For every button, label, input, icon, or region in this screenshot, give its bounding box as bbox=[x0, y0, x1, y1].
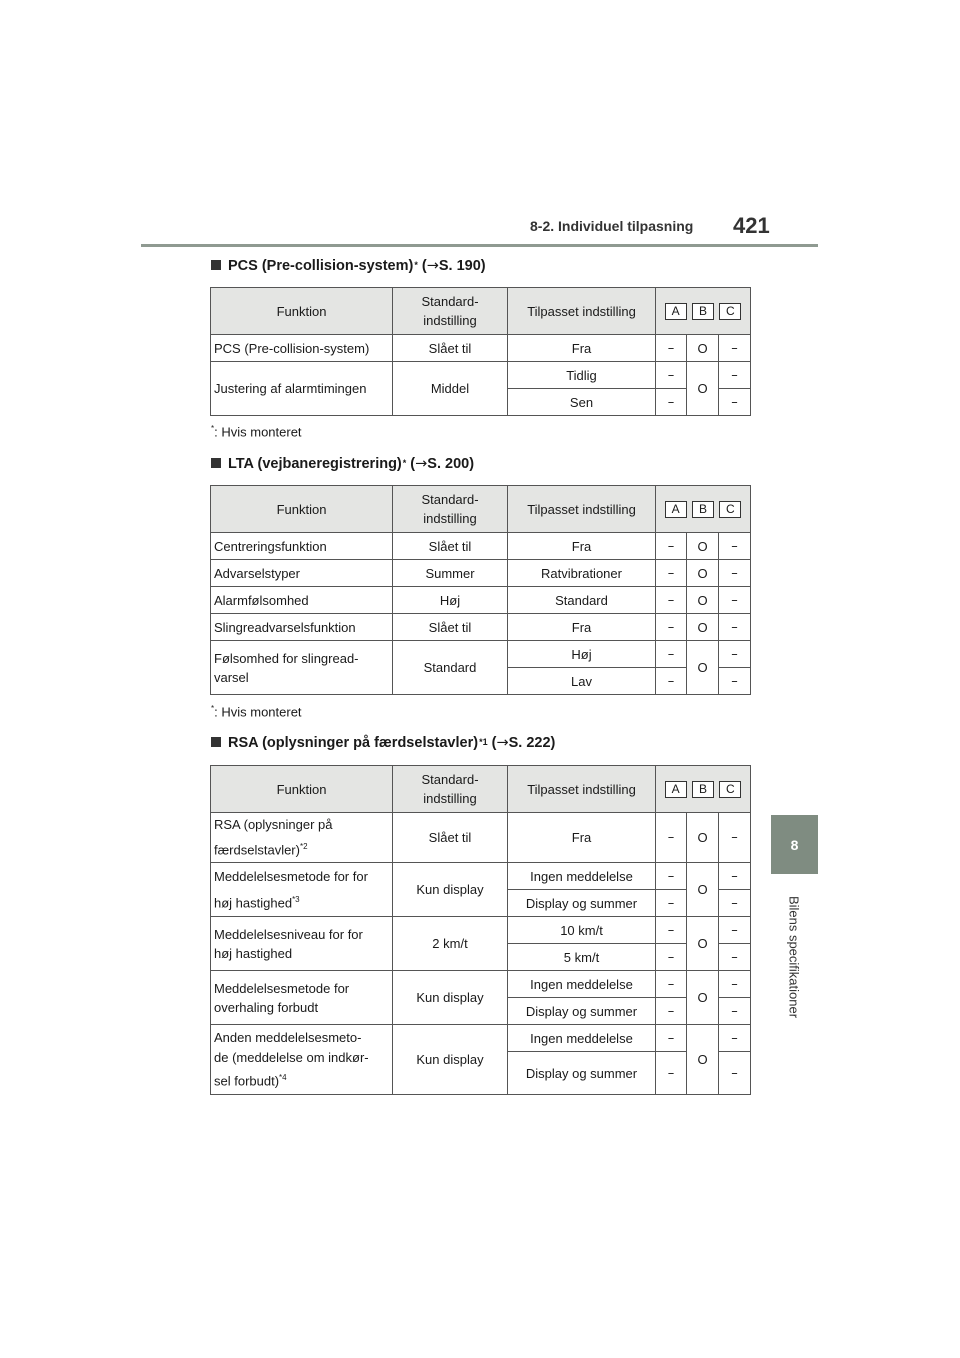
table-cell: – bbox=[656, 917, 687, 944]
table-cell: – bbox=[719, 1052, 751, 1095]
chapter-label: Bilens specifikationer bbox=[786, 895, 802, 1019]
cell-text: de (meddelelse om indkør- bbox=[214, 1049, 369, 1065]
table-cell: – bbox=[719, 641, 751, 668]
table-cell bbox=[656, 766, 751, 813]
table-cell: Ingen meddelelse bbox=[508, 1025, 656, 1052]
label-c: C bbox=[719, 501, 741, 518]
cell-text: *4 bbox=[279, 1072, 287, 1082]
label-b: B bbox=[692, 303, 714, 320]
pcs-footnote bbox=[211, 424, 302, 439]
rsa-heading: RSA (oplysninger på færdselstavler) $^{*1}$ ( → S. 222 ) bbox=[211, 735, 555, 751]
lta-title-sup: * bbox=[402, 458, 407, 468]
table-cell: Summer bbox=[393, 560, 508, 587]
table-cell: Lav bbox=[508, 668, 656, 695]
label-c: C bbox=[719, 303, 741, 320]
cell-text: Følsomhed for slingread- bbox=[214, 650, 359, 666]
table-cell bbox=[211, 971, 393, 1025]
table-cell: – bbox=[656, 863, 687, 890]
cell-text: Standard- bbox=[421, 492, 479, 507]
arrow-right-icon: → bbox=[496, 735, 509, 751]
cell-text: høj hastighed bbox=[214, 945, 293, 961]
table-cell: – bbox=[656, 668, 687, 695]
table-cell: – bbox=[656, 362, 687, 389]
table-cell: O bbox=[687, 813, 719, 863]
pcs-ref[interactable]: S. 190 bbox=[438, 258, 481, 274]
label-a: A bbox=[665, 303, 687, 320]
table-cell: Slået til bbox=[393, 335, 508, 362]
table-cell: Standard bbox=[508, 587, 656, 614]
table-cell: – bbox=[719, 998, 751, 1025]
table-cell: Ratvibrationer bbox=[508, 560, 656, 587]
cell-text: Meddelelsesmetode for for bbox=[214, 868, 368, 884]
table-cell: Fra bbox=[508, 533, 656, 560]
table-cell: O bbox=[687, 362, 719, 416]
table-cell: Display og summer bbox=[508, 890, 656, 917]
table-cell: – bbox=[656, 890, 687, 917]
table-header-row bbox=[211, 486, 751, 533]
table-row bbox=[211, 813, 751, 863]
cell-text: Anden meddelelsesmeto- bbox=[214, 1029, 362, 1045]
table-row bbox=[211, 335, 751, 362]
table-header-row bbox=[211, 766, 751, 813]
table-cell: O bbox=[687, 560, 719, 587]
lta-table bbox=[210, 485, 751, 695]
table-row bbox=[211, 614, 751, 641]
table-cell: – bbox=[719, 668, 751, 695]
table-cell: Centreringsfunktion bbox=[211, 533, 393, 560]
table-cell: – bbox=[719, 533, 751, 560]
table-row bbox=[211, 362, 751, 389]
cell-text: høj hastighed bbox=[214, 895, 293, 911]
table-cell: – bbox=[656, 971, 687, 998]
cell-text: Standard- bbox=[421, 772, 479, 787]
bullet-square-icon bbox=[211, 737, 221, 747]
table-cell: Slået til bbox=[393, 614, 508, 641]
cell-text: indstilling bbox=[423, 511, 477, 526]
page-number: 421 bbox=[733, 213, 770, 238]
table-cell: Advarselstyper bbox=[211, 560, 393, 587]
table-row bbox=[211, 533, 751, 560]
label-b: B bbox=[692, 501, 714, 518]
table-cell: Slået til bbox=[393, 533, 508, 560]
header-abc bbox=[656, 288, 751, 335]
table-cell: – bbox=[656, 944, 687, 971]
table-cell: – bbox=[656, 335, 687, 362]
pcs-title-sup: * bbox=[414, 260, 418, 270]
table-cell: 10 km/t bbox=[508, 917, 656, 944]
table-cell: O bbox=[687, 533, 719, 560]
header-standard bbox=[393, 288, 508, 335]
table-cell: Slingreadvarselsfunktion bbox=[211, 614, 393, 641]
table-cell: O bbox=[687, 971, 719, 1025]
chapter-tab[interactable] bbox=[771, 815, 818, 874]
lta-ref[interactable]: S. 200 bbox=[427, 456, 470, 472]
table-cell: O bbox=[687, 641, 719, 695]
label-c: C bbox=[719, 781, 741, 798]
table-cell bbox=[211, 1025, 393, 1095]
table-cell bbox=[393, 486, 508, 533]
table-row bbox=[211, 641, 751, 668]
table-cell bbox=[656, 486, 751, 533]
cell-text: overhaling forbudt bbox=[214, 999, 319, 1015]
cell-text: Meddelelsesmetode for bbox=[214, 980, 350, 996]
label-b: B bbox=[692, 781, 714, 798]
cell-text: Standard- bbox=[421, 294, 479, 309]
table-row bbox=[211, 587, 751, 614]
table-cell bbox=[393, 766, 508, 813]
table-cell: – bbox=[719, 917, 751, 944]
pcs-title: PCS (Pre-collision-system) bbox=[228, 258, 414, 274]
table-row bbox=[211, 863, 751, 890]
table-cell: Ingen meddelelse bbox=[508, 971, 656, 998]
table-cell: Display og summer bbox=[508, 998, 656, 1025]
table-cell: Ingen meddelelse bbox=[508, 863, 656, 890]
table-cell bbox=[211, 813, 393, 863]
table-cell: – bbox=[719, 1025, 751, 1052]
table-cell: O bbox=[687, 917, 719, 971]
table-cell: Tidlig bbox=[508, 362, 656, 389]
table-cell: – bbox=[656, 641, 687, 668]
table-cell: Kun display bbox=[393, 863, 508, 917]
table-cell: – bbox=[719, 971, 751, 998]
table-cell: O bbox=[687, 863, 719, 917]
cell-text: * bbox=[211, 424, 215, 433]
table-cell: Funktion bbox=[211, 766, 393, 813]
table-cell: – bbox=[656, 389, 687, 416]
table-cell: O bbox=[687, 335, 719, 362]
table-cell: – bbox=[719, 944, 751, 971]
table-header-row bbox=[211, 288, 751, 335]
table-cell bbox=[211, 917, 393, 971]
table-cell: – bbox=[719, 614, 751, 641]
table-cell: Display og summer bbox=[508, 1052, 656, 1095]
label-a: A bbox=[665, 501, 687, 518]
table-row bbox=[211, 1025, 751, 1052]
table-cell bbox=[211, 641, 393, 695]
table-cell: – bbox=[719, 362, 751, 389]
table-cell: – bbox=[719, 863, 751, 890]
table-cell: – bbox=[656, 587, 687, 614]
header-tilpasset: Tilpasset indstilling bbox=[508, 288, 656, 335]
table-cell: – bbox=[656, 1052, 687, 1095]
cell-text: sel forbudt) bbox=[214, 1073, 280, 1089]
pcs-heading: PCS (Pre-collision-system) * ( → S. 190 ) bbox=[211, 258, 486, 274]
table-cell: – bbox=[656, 813, 687, 863]
rsa-ref[interactable]: S. 222 bbox=[508, 735, 551, 751]
header-funktion: Funktion bbox=[211, 288, 393, 335]
table-cell: – bbox=[656, 560, 687, 587]
table-row bbox=[211, 560, 751, 587]
header-rule bbox=[141, 244, 818, 247]
table-cell: PCS (Pre-collision-system) bbox=[211, 335, 393, 362]
bullet-square-icon bbox=[211, 260, 221, 270]
table-cell: Middel bbox=[393, 362, 508, 416]
rsa-table bbox=[210, 765, 751, 1095]
section-title: 8-2. Individuel tilpasning bbox=[530, 218, 694, 234]
table-cell: – bbox=[656, 1025, 687, 1052]
cell-text: * bbox=[211, 704, 215, 713]
table-cell: Fra bbox=[508, 335, 656, 362]
table-row bbox=[211, 917, 751, 944]
cell-text: *2 bbox=[299, 841, 308, 851]
table-cell bbox=[211, 863, 393, 917]
rsa-title-sup: *1 bbox=[479, 737, 488, 747]
table-cell: O bbox=[687, 614, 719, 641]
arrow-right-icon: → bbox=[415, 456, 428, 472]
arrow-right-icon: → bbox=[426, 258, 439, 274]
table-cell: Høj bbox=[393, 587, 508, 614]
table-cell: – bbox=[719, 813, 751, 863]
table-cell: Funktion bbox=[211, 486, 393, 533]
cell-text: Meddelelsesniveau for for bbox=[214, 926, 363, 942]
table-cell: O bbox=[687, 587, 719, 614]
table-cell: – bbox=[719, 890, 751, 917]
cell-text: indstilling bbox=[423, 791, 477, 806]
table-row bbox=[211, 971, 751, 998]
table-cell: – bbox=[719, 335, 751, 362]
lta-title: LTA (vejbaneregistrering) bbox=[228, 456, 402, 472]
table-cell: – bbox=[719, 389, 751, 416]
label-a: A bbox=[665, 781, 687, 798]
lta-footnote bbox=[211, 704, 302, 719]
cell-text: : Hvis monteret bbox=[214, 424, 302, 440]
table-cell: – bbox=[656, 533, 687, 560]
cell-text: RSA (oplysninger på bbox=[214, 816, 333, 832]
table-cell: 2 km/t bbox=[393, 917, 508, 971]
cell-text: indstilling bbox=[423, 313, 477, 328]
table-cell: Høj bbox=[508, 641, 656, 668]
table-cell: Tilpasset indstilling bbox=[508, 766, 656, 813]
rsa-title: RSA (oplysninger på færdselstavler) bbox=[228, 735, 479, 751]
table-cell: Kun display bbox=[393, 1025, 508, 1095]
cell-text: varsel bbox=[214, 669, 249, 685]
cell-text: *3 bbox=[292, 894, 300, 904]
table-cell: 5 km/t bbox=[508, 944, 656, 971]
lta-heading: LTA (vejbaneregistrering) * ( → S. 200 ) bbox=[211, 456, 474, 472]
table-cell: Fra bbox=[508, 813, 656, 863]
cell-text: færdselstavler) bbox=[214, 842, 300, 858]
table-cell: – bbox=[656, 614, 687, 641]
table-cell: Standard bbox=[393, 641, 508, 695]
table-cell: Sen bbox=[508, 389, 656, 416]
pcs-table bbox=[210, 287, 751, 416]
cell-text: : Hvis monteret bbox=[214, 704, 302, 720]
table-cell: Kun display bbox=[393, 971, 508, 1025]
table-cell: – bbox=[719, 587, 751, 614]
table-cell: – bbox=[656, 998, 687, 1025]
chapter-number: 8 bbox=[790, 836, 799, 853]
table-cell: Justering af alarmtimingen bbox=[211, 362, 393, 416]
table-cell: Slået til bbox=[393, 813, 508, 863]
table-cell: Tilpasset indstilling bbox=[508, 486, 656, 533]
table-cell: Fra bbox=[508, 614, 656, 641]
table-cell: – bbox=[719, 560, 751, 587]
table-cell: Alarmfølsomhed bbox=[211, 587, 393, 614]
bullet-square-icon bbox=[211, 458, 221, 468]
table-cell: O bbox=[687, 1025, 719, 1095]
